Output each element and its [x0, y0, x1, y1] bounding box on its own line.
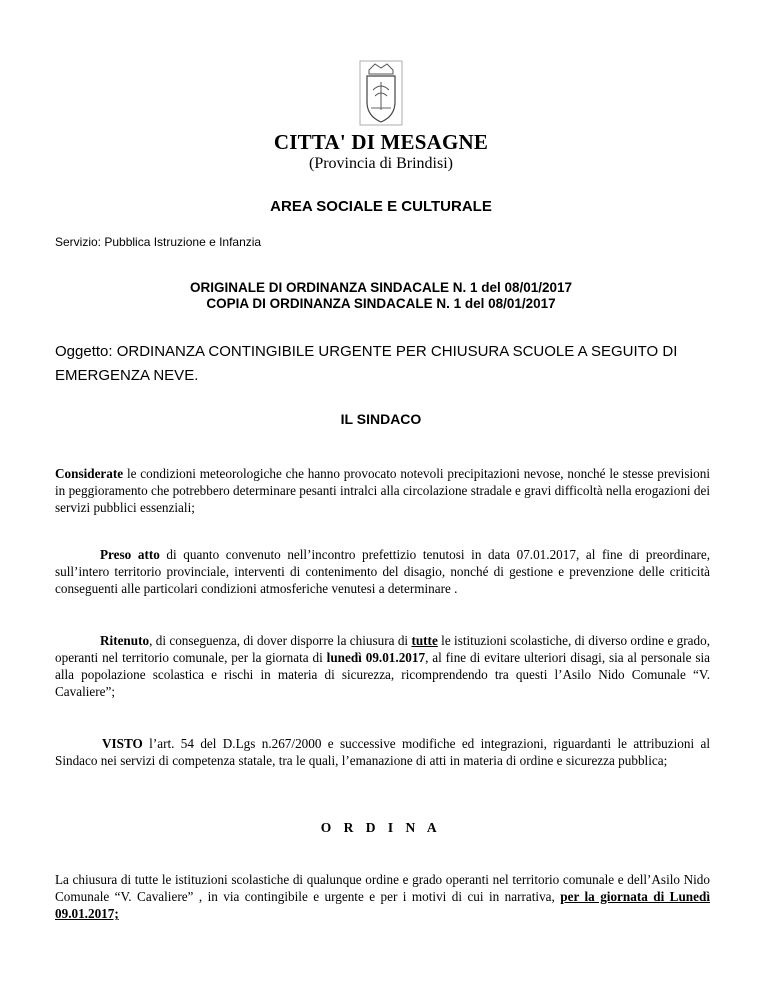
ordinanza-copia: COPIA DI ORDINANZA SINDACALE N. 1 del 08/01/2017 — [206, 296, 556, 311]
city-title: CITTA' DI MESAGNE — [273, 130, 489, 154]
province-subtitle: (Provincia di Brindisi) — [309, 155, 453, 172]
city-coat-of-arms-icon — [359, 60, 403, 126]
preso-atto-text: di quanto convenuto nell’incontro prefettizio tenutosi in data 07.01.2017, al fine di preordinare, sull’intero territorio provinciale, interventi di contenimento del disagio, nonché di gestione e prevenzione delle criticità conseguenti alle particolari condizioni atmosferiche venutesi a determinare . — [55, 547, 710, 596]
servizio-label: Servizio: Pubblica Istruzione e Infanzia — [55, 235, 262, 249]
paragraph-considerate — [55, 465, 710, 516]
oggetto-text: Oggetto: ORDINANZA CONTINGIBILE URGENTE PER CHIUSURA SCUOLE A SEGUITO DI EMERGENZA NEVE. — [55, 343, 678, 384]
ritenuto-text-3: , al fine di evitare ulteriori disagi, sia al personale sia alla popolazione scolastica e rischi in materia di sicurezza, ricomprendendo tra questi l’Asilo Nido Comunale “V. Cavaliere”; — [55, 650, 710, 699]
paragraph-visto — [55, 735, 710, 769]
paragraph-ritenuto — [55, 632, 710, 700]
ritenuto-lead: Ritenuto — [100, 633, 150, 648]
ritenuto-text-1: , di conseguenza, di dover disporre la chiusura di — [149, 633, 412, 648]
ordina-heading: O R D I N A — [320, 820, 442, 835]
sindaco-heading: IL SINDACO — [340, 411, 422, 427]
ritenuto-text-2: le istituzioni scolastiche, di diverso ordine e grado, operanti nel territorio comunale, per la giornata di — [55, 633, 710, 665]
ordinanza-heading — [0, 280, 762, 312]
area-heading: AREA SOCIALE E CULTURALE — [270, 198, 492, 215]
chiusura-giornata: per la giornata di Lunedì 09.01.2017; — [55, 889, 710, 921]
visto-lead: VISTO — [102, 736, 143, 751]
considerate-text: le condizioni meteorologiche che hanno provocato notevoli precipitazioni nevose, nonché le stesse previsioni in peggioramento che potrebbero determinare pesanti intralci alla circolazione stradale e gravi difficoltà nella erogazioni dei servizi pubblici essenziali; — [55, 466, 710, 515]
ordinanza-originale: ORIGINALE DI ORDINANZA SINDACALE N. 1 del 08/01/2017 — [189, 280, 573, 295]
ritenuto-tutte: tutte — [411, 633, 438, 648]
visto-text: l’art. 54 del D.Lgs n.267/2000 e successive modifiche ed integrazioni, riguardanti le attribuzioni al Sindaco nei servizi di competenza statale, tra le quali, l’emanazione di atti in materia di ordine e sicurezza pubblica; — [55, 736, 710, 768]
paragraph-chiusura — [55, 871, 710, 922]
considerate-lead: Considerate — [55, 466, 124, 481]
chiusura-text: La chiusura di tutte le istituzioni scolastiche di qualunque ordine e grado operanti nel territorio comunale e dell’Asilo Nido Comunale “V. Cavaliere” , in via contingibile e urgente e per i motivi di cui in narrativa, — [55, 872, 710, 904]
ritenuto-date: lunedì 09.01.2017 — [326, 650, 426, 665]
paragraph-preso-atto — [55, 546, 710, 597]
preso-atto-lead: Preso atto — [100, 547, 160, 562]
